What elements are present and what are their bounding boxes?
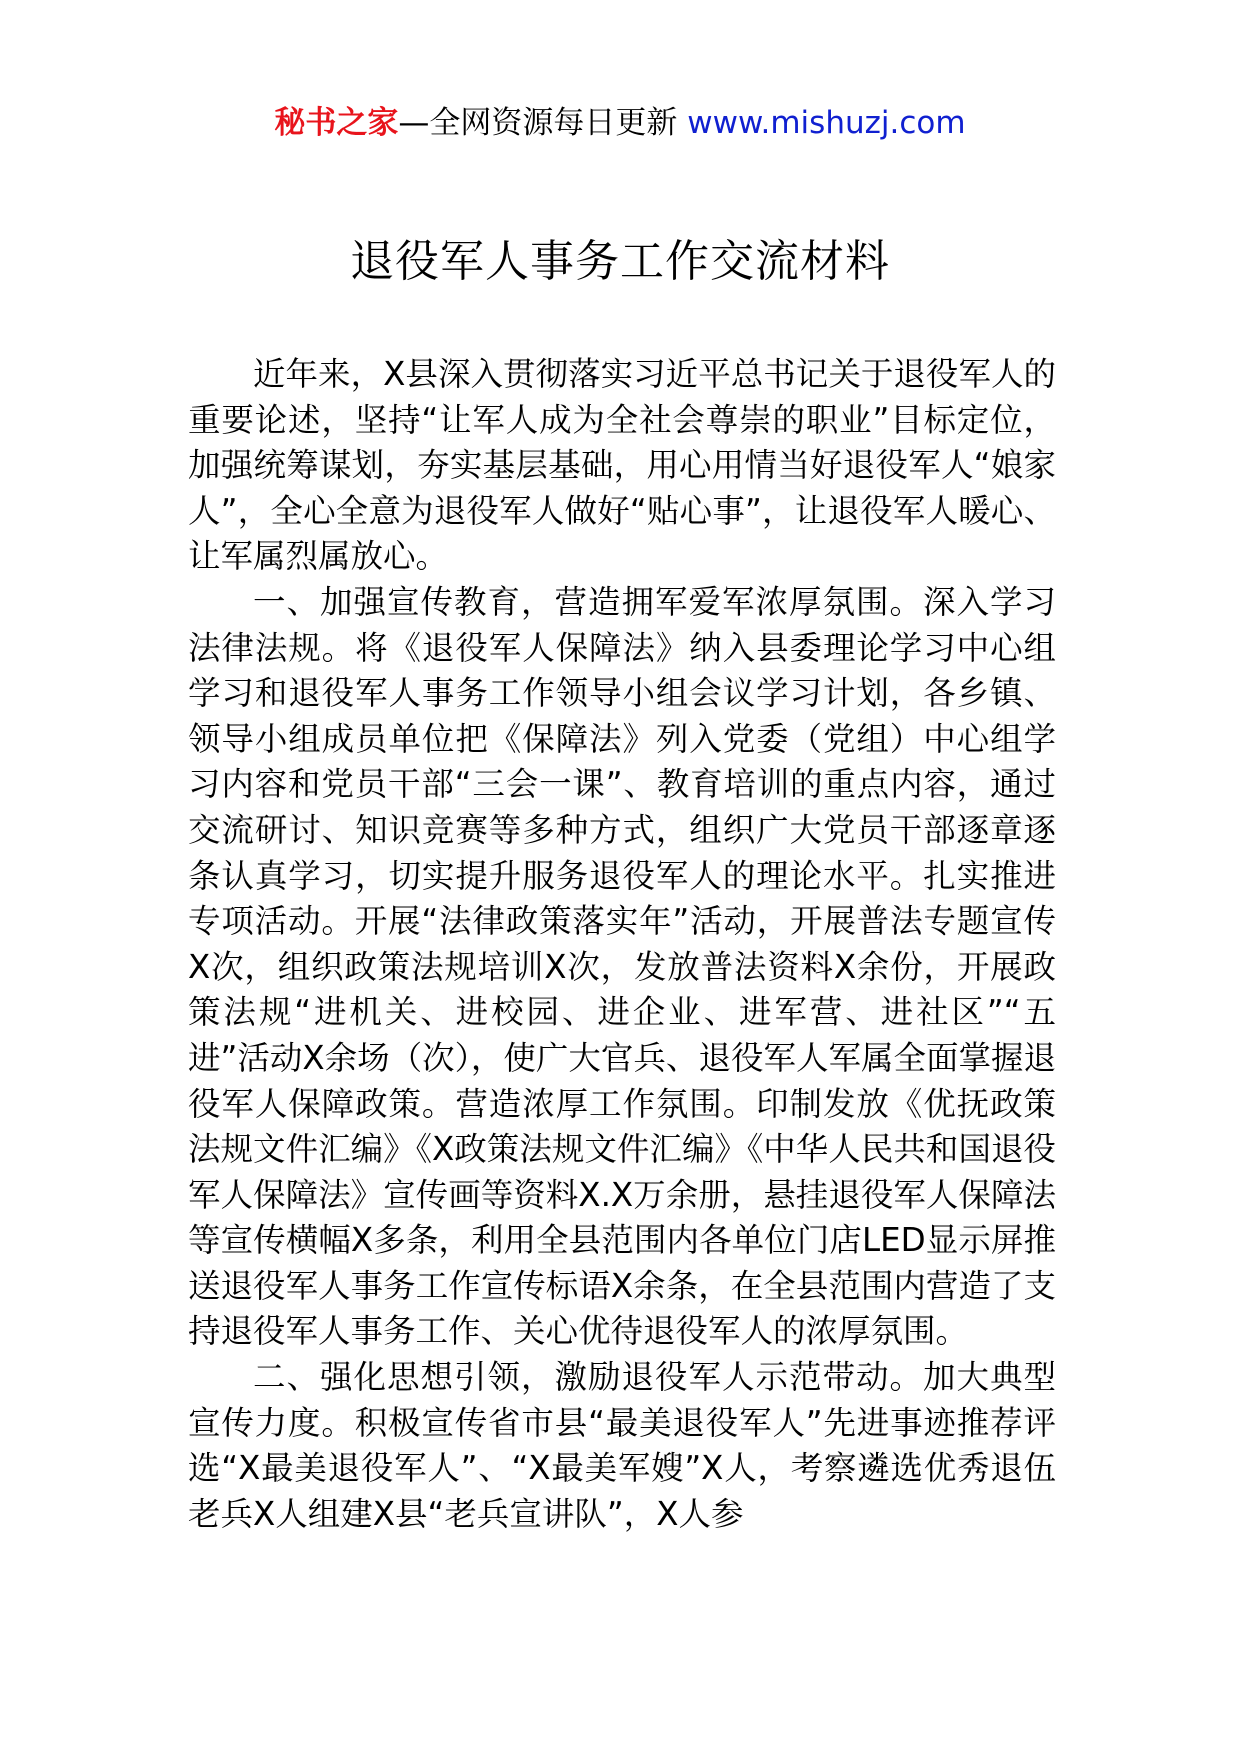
document-body [188,352,1056,1537]
paragraph-section-2: 二、强化思想引领，激励退役军人示范带动。加大典型宣传力度。积极宣传省市县“最美退役军人”先进事迹推荐评选“X最美退役军人”、“X最美军嫂”X人，考察遴选优秀退伍老兵X人组建X县“老兵宣讲队”，X人参 [188,1358,1056,1533]
document-title: 退役军人事务工作交流材料 [350,236,890,287]
site-header [0,100,1240,146]
paragraph-section-1: 一、加强宣传教育，营造拥军爱军浓厚氛围。深入学习法律法规。将《退役军人保障法》纳入县委理论学习中心组学习和退役军人事务工作领导小组会议学习计划，各乡镇、领导小组成员单位把《保障法》列入党委（党组）中心组学习内容和党员干部“三会一课”、教育培训的重点内容，通过交流研讨、知识竞赛等多种方式，组织广大党员干部逐章逐条认真学习，切实提升服务退役军人的理论水平。扎实推进专项活动。开展“法律政策落实年”活动，开展普法专题宣传X次，组织政策法规培训X次，发放普法资料X余份，开展政策法规“进机关、进校园、进企业、进军营、进社区”“五进”活动X余场（次），使广大官兵、退役军人军属全面掌握退役军人保障政策。营造浓厚工作氛围。印制发放《优抚政策法规文件汇编》《X政策法规文件汇编》《中华人民共和国退役军人保障法》宣传画等资料X.X万余册，悬挂退役军人保障法等宣传横幅X多条，利用全县范围内各单位门店LED显示屏推送退役军人事务工作宣传标语X余条，在全县范围内营造了支持退役军人事务工作、关心优待退役军人的浓厚氛围。 [188,582,1056,1351]
site-brand: 秘书之家 [274,105,399,141]
site-url-link[interactable]: www.mishuzj.com [687,105,966,141]
site-slogan: —全网资源每日更新 [398,105,688,141]
paragraph-intro: 近年来，X县深入贯彻落实习近平总书记关于退役军人的重要论述，坚持“让军人成为全社会尊崇的职业”目标定位，加强统筹谋划，夯实基层基础，用心用情当好退役军人“娘家人”，全心全意为退役军人做好“贴心事”，让退役军人暖心、让军属烈属放心。 [188,355,1056,576]
